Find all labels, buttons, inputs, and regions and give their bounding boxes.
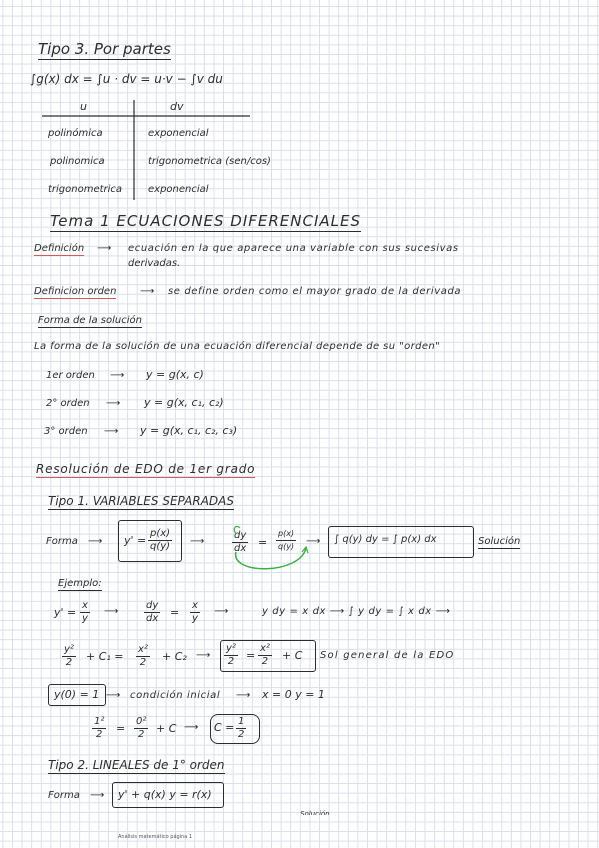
- arrow-icon: ⟶: [90, 790, 105, 801]
- col-dv-header: dv: [170, 100, 184, 113]
- arrow-icon: ⟶: [306, 536, 321, 547]
- arrow-icon: ⟶: [196, 650, 211, 661]
- one2-over-2: [92, 716, 106, 741]
- forma-solucion-text: La forma de la solución de una ecuación diferencial depende de su "orden": [34, 341, 441, 352]
- c-eq: C =: [214, 721, 235, 734]
- arrow-icon: ⟶: [104, 606, 119, 617]
- plus-c: + C: [282, 649, 303, 662]
- dy: dy: [234, 530, 247, 541]
- y: y: [192, 613, 198, 624]
- page-footer: Análisis matemático página 1: [118, 834, 193, 840]
- forma-label: Forma: [46, 536, 78, 547]
- ejemplo-label: Ejemplo:: [58, 578, 102, 589]
- one: 1: [238, 716, 245, 727]
- parts-formula: ∫g(x) dx = ∫u · dv = u·v − ∫v du: [30, 72, 223, 86]
- arrow-icon: ⟶: [110, 370, 125, 381]
- x-over-y: [80, 600, 90, 625]
- x: x: [82, 600, 88, 611]
- solucion-partial: Solución: [300, 810, 330, 815]
- orden3-expr: y = g(x, c₁, c₂, c₃): [140, 424, 238, 437]
- orden-text: se define orden como el mayor grado de la derivada: [168, 286, 462, 297]
- tipo1-title: Tipo 1. VARIABLES SEPARADAS: [48, 494, 234, 508]
- tipo2-title: Tipo 2. LINEALES de 1° orden: [48, 758, 225, 772]
- cond-text: condición inicial: [130, 690, 221, 701]
- x2: x²: [260, 643, 270, 654]
- ej-yprime: y' =: [54, 606, 77, 619]
- x-over-y-2: [190, 600, 200, 625]
- dy-over-dx-ex: [144, 600, 160, 625]
- tipo3-title: Tipo 3. Por partes: [38, 40, 171, 58]
- arrow-icon: ⟶: [97, 243, 112, 254]
- x2-over-2: [136, 644, 150, 669]
- two: 2: [227, 656, 235, 667]
- arrow-icon: ⟶: [106, 398, 121, 409]
- q-y: q(y): [278, 542, 295, 551]
- orden3-label: 3° orden: [44, 426, 88, 437]
- arrow-icon: ⟶: [140, 286, 155, 297]
- x2-over-2-boxed: [258, 643, 272, 668]
- row3-u: trigonometrica: [48, 184, 123, 195]
- two: 2: [138, 729, 145, 740]
- orden2-label: 2° orden: [46, 398, 90, 409]
- arrow-icon: ⟶: [184, 722, 199, 733]
- row3-dv: exponencial: [148, 184, 209, 195]
- p-x: p(x): [276, 528, 296, 541]
- two: 2: [65, 657, 73, 668]
- equals-sign: =: [116, 722, 126, 735]
- forma2-label: Forma: [48, 790, 80, 801]
- ej-chain: y dy = x dx ⟶ ∫ y dy = ∫ x dx ⟶: [262, 606, 451, 617]
- row2-dv: trigonometrica (sen/cos): [148, 156, 271, 167]
- two: 2: [261, 656, 269, 667]
- row1-u: polinómica: [48, 128, 103, 139]
- y2: y²: [226, 643, 236, 654]
- plus-c2: + C₂: [162, 650, 187, 663]
- orden2-expr: y = g(x, c₁, c₂): [144, 396, 224, 409]
- orden1-expr: y = g(x, c): [146, 368, 204, 381]
- forma-solucion-title: Forma de la solución: [38, 315, 142, 326]
- plus-c1: + C₁ =: [86, 650, 124, 663]
- equals-sign: =: [246, 649, 256, 662]
- equals-sign: =: [170, 606, 180, 619]
- x2: x²: [138, 644, 148, 655]
- plus-c: + C: [156, 722, 177, 735]
- row1-dv: exponencial: [148, 128, 209, 139]
- one2: 1²: [94, 716, 105, 727]
- cond-vals: x = 0 y = 1: [262, 688, 325, 701]
- arrow-icon: ⟶: [106, 690, 121, 701]
- zero2-over-2: [134, 716, 148, 741]
- lineal-eq: y' + q(x) y = r(x): [118, 788, 212, 801]
- y2-over-2: [62, 644, 76, 669]
- separated-integral: ∫ q(y) dy = ∫ p(x) dx: [334, 534, 437, 545]
- one-over-2: [236, 716, 246, 741]
- arrow-icon: ⟶: [88, 536, 103, 547]
- two: 2: [96, 729, 103, 740]
- q-y: q(y): [150, 541, 171, 552]
- y2: y²: [64, 644, 74, 655]
- dx: dx: [146, 613, 159, 624]
- definicion-text-1: ecuación en la que aparece una variable con sus sucesivas: [128, 243, 459, 254]
- equals-sign: =: [258, 536, 268, 549]
- arrow-icon: ⟶: [190, 536, 205, 547]
- tema-title: Tema 1 ECUACIONES DIFERENCIALES: [50, 212, 362, 230]
- x: x: [192, 600, 198, 611]
- definicion-label: Definición: [34, 243, 85, 254]
- dx: dx: [234, 543, 247, 554]
- row2-u: polinomica: [50, 156, 105, 167]
- p-x: p(x): [150, 528, 171, 539]
- yprime-label: y' =: [124, 534, 147, 547]
- arrow-icon: ⟶: [236, 690, 251, 701]
- resolucion-title: Resolución de EDO de 1er grado: [36, 462, 256, 476]
- y2-over-2-boxed: [224, 643, 238, 668]
- two: 2: [238, 729, 245, 740]
- orden-label: Definicion orden: [34, 286, 117, 297]
- orden1-label: 1er orden: [46, 370, 95, 381]
- y: y: [82, 613, 88, 624]
- dy: dy: [146, 600, 159, 611]
- col-u-header: u: [80, 100, 87, 113]
- sol-general-text: Sol general de la EDO: [320, 650, 455, 661]
- arrow-icon: ⟶: [214, 606, 229, 617]
- solucion-label: Solución: [478, 536, 521, 547]
- zero2: 0²: [136, 716, 147, 727]
- definicion-text-2: derivadas.: [128, 258, 181, 269]
- arrow-icon: ⟶: [104, 426, 119, 437]
- two: 2: [139, 657, 147, 668]
- cond-box-text: y(0) = 1: [54, 688, 100, 701]
